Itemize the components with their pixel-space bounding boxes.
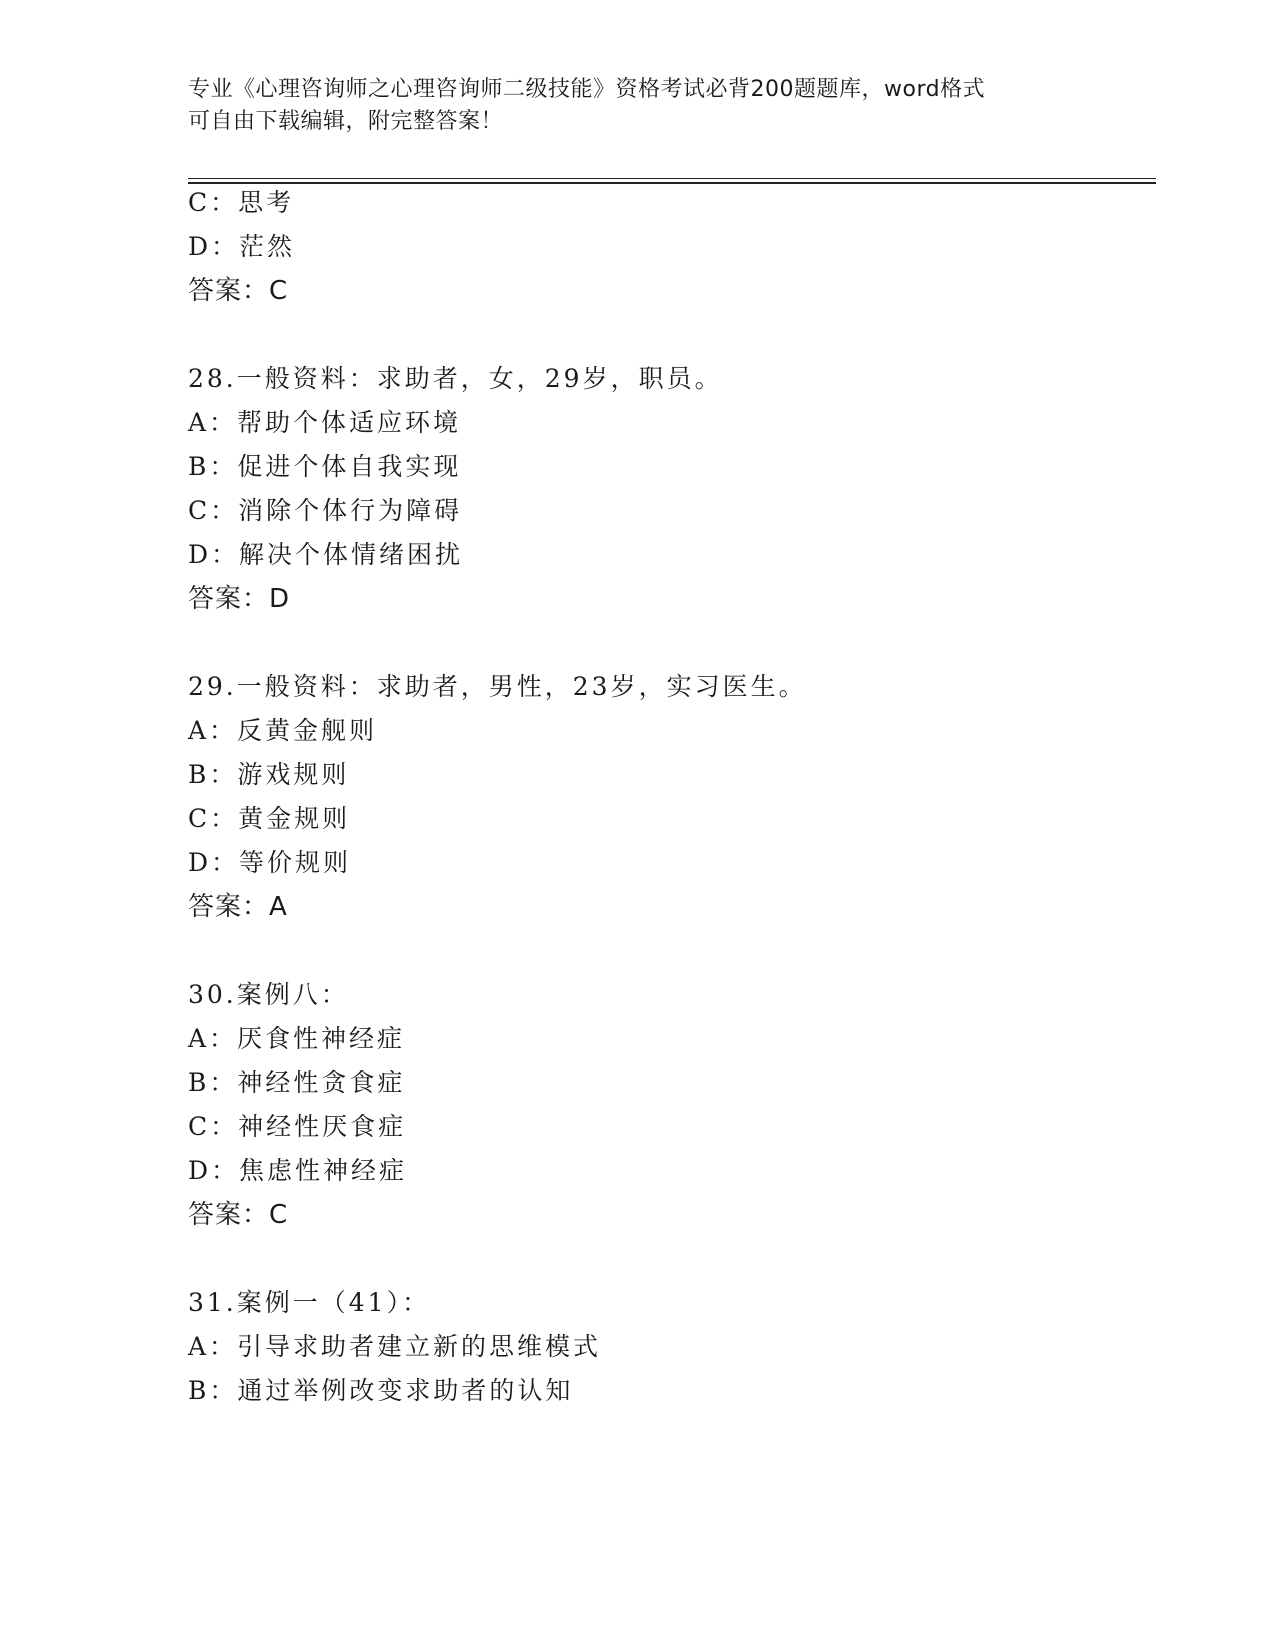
option-a: A：厌食性神经症 (188, 1024, 406, 1053)
answer-line: 答案：C (188, 276, 289, 306)
option-d: D：焦虑性神经症 (188, 1156, 408, 1185)
option-b: B：神经性贪食症 (188, 1068, 406, 1097)
option-c: C：神经性厌食症 (188, 1112, 407, 1141)
document-header (188, 74, 1088, 138)
question-28: 28.一般资料：求助者，女，29岁，职员。 (188, 364, 723, 393)
answer-line: 答案：D (188, 584, 291, 614)
option-a: A：引导求助者建立新的思维模式 (188, 1332, 602, 1361)
option-a: A：反黄金舰则 (188, 716, 378, 745)
option-c: C：思考 (188, 188, 295, 217)
option-a: A：帮助个体适应环境 (188, 408, 462, 437)
option-d: D：解决个体情绪困扰 (188, 540, 464, 569)
option-b: B：促进个体自我实现 (188, 452, 462, 481)
header-title-line-1: 专业《心理咨询师之心理咨询师二级技能》资格考试必背200题题库，word格式 (188, 77, 986, 102)
option-d: D：等价规则 (188, 848, 352, 877)
option-c: C：黄金规则 (188, 804, 351, 833)
question-29: 29.一般资料：求助者，男性，23岁，实习医生。 (188, 672, 807, 701)
answer-line: 答案：C (188, 1200, 289, 1230)
option-b: B：通过举例改变求助者的认知 (188, 1376, 574, 1405)
header-divider (188, 178, 1156, 184)
option-d: D：茫然 (188, 232, 296, 261)
header-title-line-2: 可自由下载编辑，附完整答案！ (188, 109, 504, 134)
question-30: 30.案例八： (188, 980, 349, 1009)
option-c: C：消除个体行为障碍 (188, 496, 463, 525)
option-b: B：游戏规则 (188, 760, 350, 789)
question-31: 31.案例一（41）： (188, 1288, 431, 1317)
answer-line: 答案：A (188, 892, 288, 922)
